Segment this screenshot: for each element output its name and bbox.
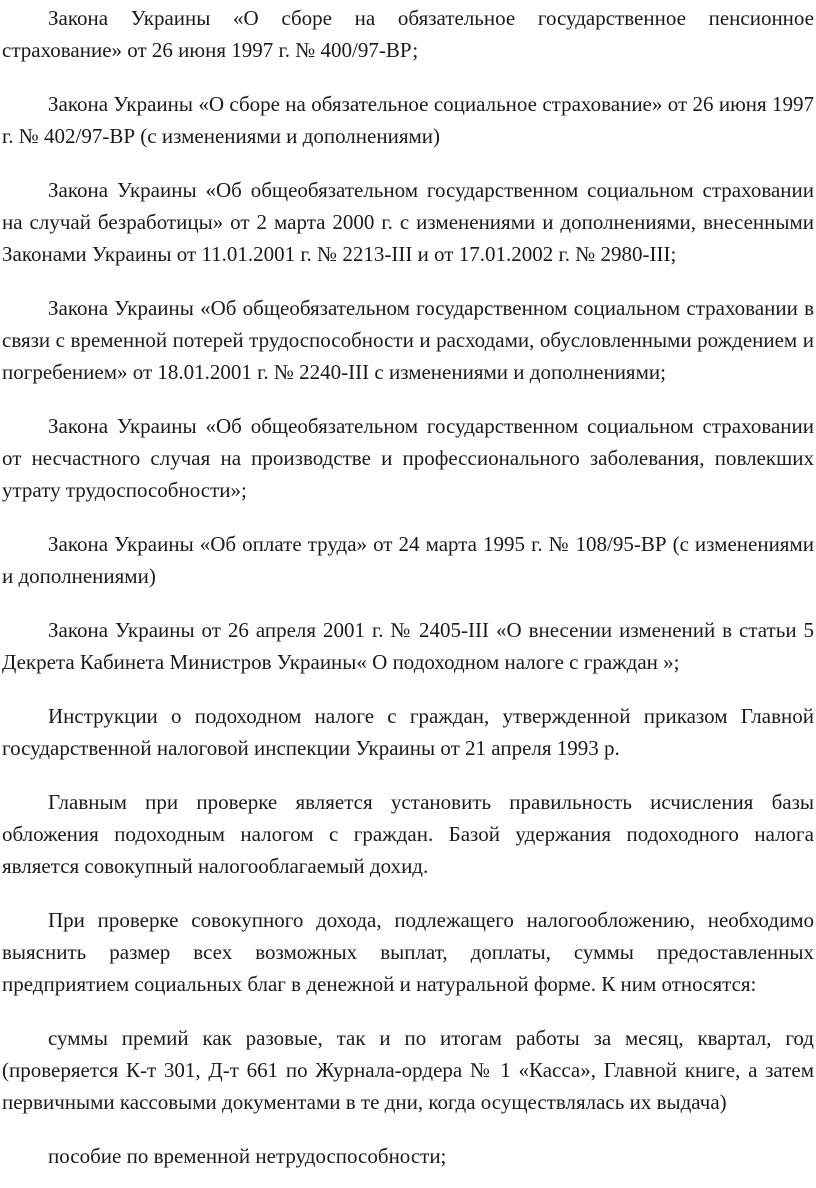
paragraph-tax-base-verification: Главным при проверке является установить правильность исчисления базы обложения подоходным налогом с граждан. Базой удержания подоходного налога является совокупный налогооблагаемый дохид. [2,790,814,878]
paragraph-law-unemployment-insurance: Закона Украины «Об общеобязательном государственном социальном страховании на случай безработицы» от 2 марта 2000 г. с изменениями и дополнениями, внесенными Законами Украины от 11.01.2001 г. № 2213-III и от 17.01.2002 г. № 2980-III; [2,178,814,266]
paragraph-income-tax-instruction: Инструкции о подоходном налоге с граждан, утвержденной приказом Главной государственной налоговой инспекции Украины от 21 апреля 1993 р. [2,704,814,760]
paragraph-sick-leave-benefit: пособие по временной нетрудоспособности; [48,1144,447,1168]
paragraph-law-amendments-decree: Закона Украины от 26 апреля 2001 г. № 2405-III «О внесении изменений в статьи 5 Декрета Кабинета Министров Украины« О подоходном налоге с граждан »; [2,618,814,674]
paragraph-bonus-amounts: суммы премий как разовые, так и по итогам работы за месяц, квартал, год (проверяется К-т 301, Д-т 661 по Журнала-ордера № 1 «Касса», Главной книге, а затем первичными кассовыми документами в те дни, когда осуществлялась их выдача) [2,1026,814,1114]
paragraph-law-accident-insurance: Закона Украины «Об общеобязательном государственном социальном страховании от несчастного случая на производстве и профессионального заболевания, повлекших утрату трудоспособности»; [2,414,814,502]
paragraph-law-social-insurance: Закона Украины «О сборе на обязательное социальное страхование» от 26 июня 1997 г. № 402/97-ВР (с изменениями и дополнениями) [2,92,814,148]
paragraph-law-temporary-disability: Закона Украины «Об общеобязательном государственном социальном страховании в связи с временной потерей трудоспособности и расходами, обусловленными рождением и погребением» от 18.01.2001 г. № 2240-III с изменениями и дополнениями; [2,296,814,384]
paragraph-law-pension-insurance: Закона Украины «О сборе на обязательное государственное пенсионное страхование» от 26 июня 1997 г. № 400/97-ВР; [2,6,814,62]
paragraph-law-labor-payment: Закона Украины «Об оплате труда» от 24 марта 1995 г. № 108/95-ВР (с изменениями и дополнениями) [2,532,814,588]
paragraph-total-income-check: При проверке совокупного дохода, подлежащего налогообложению, необходимо выяснить размер всех возможных выплат, доплаты, суммы предоставленных предприятием социальных благ в денежной и натуральной форме. К ним относятся: [2,908,814,996]
